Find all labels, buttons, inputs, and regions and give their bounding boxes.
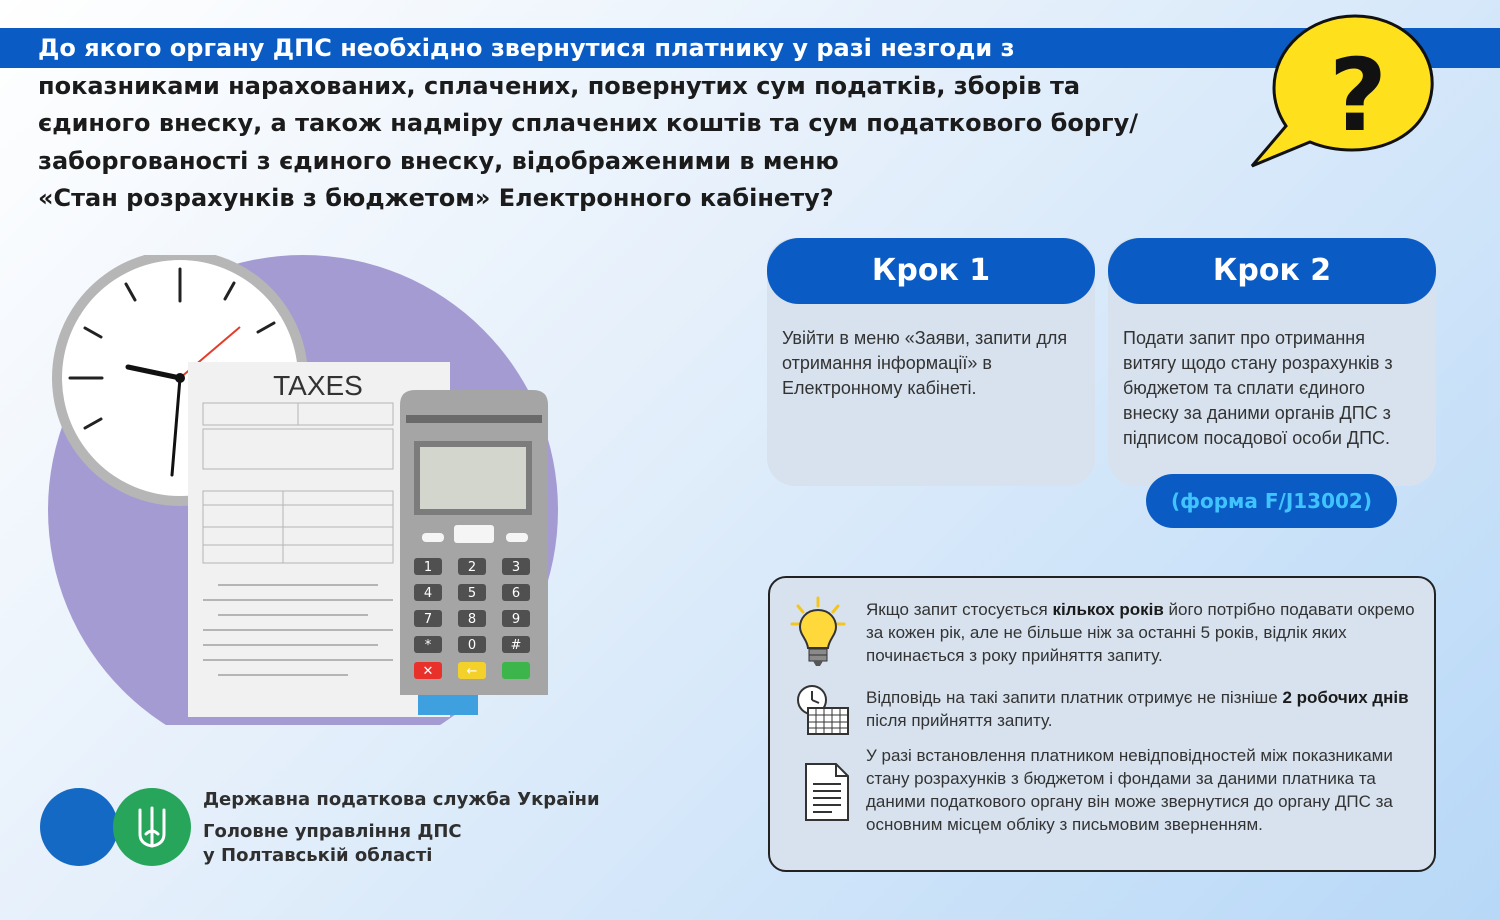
step-2-heading: Крок 2 [1108, 238, 1436, 304]
step-2-card [1108, 238, 1436, 486]
org-name: Державна податкова служба України [203, 789, 600, 810]
page-title [38, 30, 1268, 218]
branch-line-1: Головне управління ДПС [203, 821, 462, 842]
calc-key-4: 4 [423, 586, 433, 601]
calc-key-3: 3 [511, 560, 521, 575]
calc-key-7: 7 [423, 612, 433, 627]
svg-text:←: ← [466, 664, 478, 679]
note-2-text: Відповідь на такі запити платник отримує не пізніше 2 робочих днів після прийняття запиту. [866, 688, 1409, 730]
title-line-1: До якого органу ДПС необхідно звернутися платнику у разі незгоди з [38, 34, 1015, 62]
title-line-2: показниками нарахованих, сплачених, повернутих сум податків, зборів та [38, 71, 1081, 100]
question-bubble-icon [1240, 8, 1440, 178]
clock-calendar-icon [796, 684, 852, 736]
logo-blue-circle [40, 788, 118, 866]
calc-key-hash: # [510, 638, 522, 653]
step-2-text: Подати запит про отримання витягу щодо стану розрахунків з бюджетом та сплати єдиного внеску за даними органів ДПС з підписом посадової особи ДПС. [1123, 328, 1393, 448]
form-code-badge: (форма F/J13002) [1146, 474, 1397, 528]
calc-key-5: 5 [467, 586, 477, 601]
step-1-text: Увійти в меню «Заяви, запити для отримання інформації» в Електронному кабінеті. [782, 328, 1068, 398]
calc-key-2: 2 [467, 560, 477, 575]
logo-green-circle [113, 788, 191, 866]
lightbulb-icon [790, 596, 846, 668]
calc-key-9: 9 [511, 612, 521, 627]
note-3-text: У разі встановлення платником невідповідностей між показниками стану розрахунків з бюджетом і фондами за даними платника та даними податкового органу він може звернутися до органу ДПС за основним місцем обліку з письмовим зверненням. [866, 746, 1393, 834]
trident-icon [113, 788, 191, 866]
title-line-5: «Стан розрахунків з бюджетом» Електронного кабінету? [38, 184, 834, 212]
title-line-3: єдиного внеску, а також надміру сплачених коштів та сум податкового боргу/ [38, 109, 1139, 137]
step-1-heading: Крок 1 [767, 238, 1095, 304]
notes-panel [768, 576, 1436, 872]
svg-text:✕: ✕ [422, 664, 434, 679]
calculator-icon [400, 390, 548, 695]
calc-key-8: 8 [467, 612, 477, 627]
step-1-card [767, 238, 1095, 486]
question-mark: ? [1328, 37, 1388, 154]
calc-key-1: 1 [423, 560, 433, 575]
taxes-label: TAXES [273, 370, 363, 401]
document-icon [804, 762, 850, 822]
title-line-4: заборгованості з єдиного внеску, відображеними в меню [38, 146, 839, 175]
calc-key-0: 0 [467, 638, 477, 653]
calc-key-star: * [424, 638, 432, 653]
taxes-illustration [48, 255, 568, 725]
calc-key-6: 6 [511, 586, 521, 601]
note-1-text: Якщо запит стосується кількох років його потрібно подавати окремо за кожен рік, але не більше ніж за останні 5 років, відлік яких починається з року прийняття запиту. [866, 600, 1415, 665]
branch-line-2: у Полтавській області [203, 845, 433, 866]
